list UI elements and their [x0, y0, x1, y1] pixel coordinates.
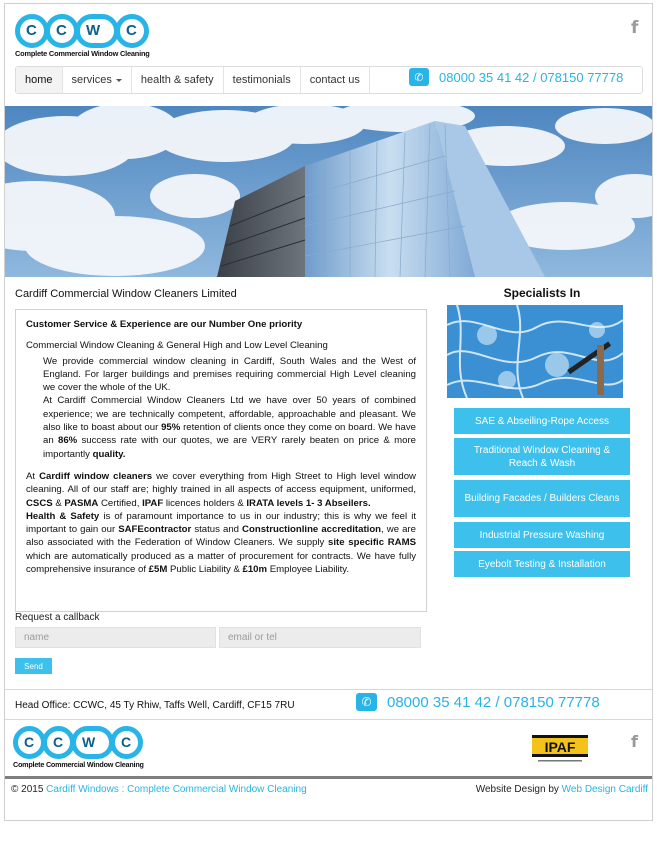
service-button-eyebolt[interactable]: Eyebolt Testing & Installation	[454, 551, 630, 577]
logo-mark: C C W C	[15, 14, 150, 48]
logo-tagline: Complete Commercial Window Cleaning	[13, 760, 144, 769]
footer-logo[interactable]	[13, 726, 144, 769]
head-office-address: Head Office: CCWC, 45 Ty Rhiw, Taffs Well, Cardiff, CF15 7RU	[15, 700, 295, 711]
nav-item-testimonials[interactable]: testimonials	[224, 67, 301, 93]
intro-subheading: Commercial Window Cleaning & General High and Low Level Cleaning	[26, 340, 328, 352]
intro-paragraph-2: At Cardiff Commercial Window Cleaners Ltd we have over 50 years of combined experience; we are technically competent, affordable, approachable and pleasant. We also like to boast about our 95% retention of clients once they come on board. We have an 86% success rate with our quotes, we are VERY rarely beaten on price & more importantly quality.	[43, 395, 416, 460]
facebook-icon[interactable]: f	[631, 18, 639, 38]
chevron-down-icon	[116, 79, 122, 82]
nav-item-health-safety[interactable]: health & safety	[132, 67, 224, 93]
intro-text-box	[15, 309, 427, 612]
hero-skyscraper-illustration	[5, 106, 653, 277]
page-frame	[4, 3, 653, 821]
specialists-heading: Specialists In	[503, 286, 581, 300]
footer-phone[interactable]: ✆ 08000 35 41 42 / 078150 77778	[356, 693, 600, 711]
logo-mark: C C W C	[13, 726, 144, 759]
website-credit: Website Design by Web Design Cardiff	[475, 784, 648, 795]
copyright: © 2015 Cardiff Windows : Complete Commercial Window Cleaning	[11, 784, 307, 795]
intro-paragraph-4: Health & Safety is of paramount importance to us in our industry; this is why we feel it important to gain our SAFEcontractor status and Constructionline accreditation, we are also associated with the Federation of Window Cleaners. We supply site specific RAMS which are automatically produced as a matter of procurement for contracts. We have fully comprehensive insurance of £5M Public Liability & £10m Employee Liability.	[26, 510, 417, 576]
facebook-icon[interactable]: f	[631, 732, 638, 751]
divider	[5, 719, 653, 720]
send-button[interactable]: Send	[15, 658, 52, 674]
footer-bar	[5, 776, 653, 779]
nav-item-services[interactable]: services	[63, 67, 132, 93]
service-button-traditional[interactable]: Traditional Window Cleaning & Reach & Wash	[454, 438, 630, 475]
intro-paragraph-3: At Cardiff window cleaners we cover everything from High Street to High level window cleaning. All of our staff are; highly trained in all aspects of access equipment, uniformed, CSCS & PASMA Certified, IPAF licences holders & IRATA levels 1- 3 Abseilers.	[26, 470, 416, 509]
credit-link[interactable]: Web Design Cardiff	[561, 784, 648, 795]
page-heading: Cardiff Commercial Window Cleaners Limited	[15, 288, 237, 300]
hero-image	[5, 106, 653, 277]
svg-text:IPAF: IPAF	[544, 739, 576, 755]
contact-input[interactable]: email or tel	[219, 627, 421, 648]
header-phone[interactable]: ✆ 08000 35 41 42 / 078150 77778	[409, 68, 623, 86]
logo-tagline: Complete Commercial Window Cleaning	[15, 49, 150, 58]
intro-lead: Customer Service & Experience are our Number One priority	[26, 319, 303, 330]
name-input[interactable]: name	[15, 627, 216, 648]
phone-icon: ✆	[409, 68, 429, 86]
service-button-pressure-washing[interactable]: Industrial Pressure Washing	[454, 522, 630, 548]
ipaf-badge	[532, 731, 588, 765]
copyright-link[interactable]: Cardiff Windows : Complete Commercial Window Cleaning	[46, 784, 307, 795]
nav-item-contact[interactable]: contact us	[301, 67, 370, 93]
intro-paragraph-1: We provide commercial window cleaning in Cardiff, South Wales and the West of England. For larger buildings and premises requiring commercial High Level cleaning we cover the whole of the UK.	[43, 355, 416, 394]
service-button-facades[interactable]: Building Facades / Builders Cleans	[454, 480, 630, 517]
nav-item-home[interactable]: home	[16, 67, 63, 93]
divider	[5, 689, 653, 690]
service-button-abseiling[interactable]: SAE & Abseiling-Rope Access	[454, 408, 630, 434]
site-logo[interactable]	[15, 14, 150, 58]
window-cleaning-image	[447, 305, 623, 398]
phone-icon: ✆	[356, 693, 377, 711]
callback-label: Request a callback	[15, 612, 100, 623]
